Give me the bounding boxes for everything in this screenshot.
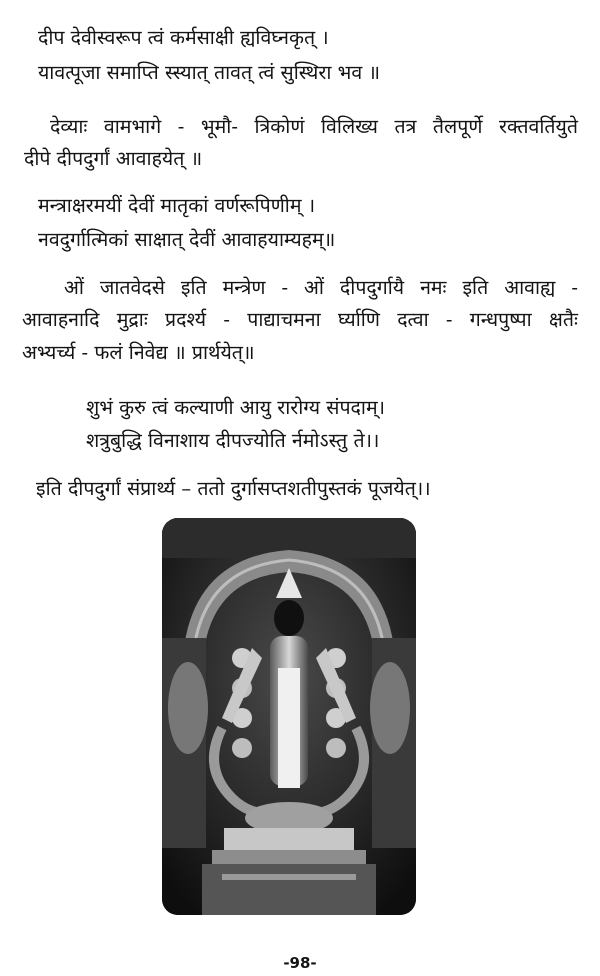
word: आवाह्य bbox=[504, 276, 556, 299]
word: र्घ्याणि bbox=[337, 308, 380, 331]
word: तत्र bbox=[394, 115, 417, 138]
word: तैलपूर्णे bbox=[432, 115, 483, 138]
verse-1-line-1: दीप देवीस्वरूप त्वं कर्मसाक्षी ह्यविघ्नकृत् । bbox=[38, 26, 329, 49]
word: प्रदर्श्य bbox=[165, 308, 207, 331]
word: वामभागे bbox=[103, 115, 162, 138]
closing-line: इति दीपदुर्गां संप्रार्थ्य – ततो दुर्गासप्तशतीपुस्तकं पूजयेत्।। bbox=[36, 477, 431, 500]
verse-3-line-2: शत्रुबुद्धि विनाशाय दीपज्योति र्नमोऽस्तु ते।। bbox=[86, 429, 380, 452]
paragraph-1-line-1 bbox=[50, 114, 578, 140]
word: इति bbox=[462, 276, 489, 299]
word: त्रिकोणं bbox=[254, 115, 305, 138]
page-number: -98- bbox=[283, 954, 317, 972]
paragraph-2-line-1 bbox=[64, 275, 578, 301]
word: - bbox=[177, 115, 185, 138]
word: - bbox=[445, 308, 453, 331]
verse-2-line-2: नवदुर्गात्मिकां साक्षात् देवीं आवाहयाम्यहम्॥ bbox=[38, 228, 336, 251]
paragraph-2-line-2 bbox=[22, 307, 578, 333]
word: इति bbox=[180, 276, 207, 299]
word: देव्याः bbox=[50, 115, 88, 138]
word: विलिख्य bbox=[321, 115, 378, 138]
goddess-temple-photo bbox=[162, 518, 416, 915]
verse-2-line-1: मन्त्राक्षरमयीं देवीं मातृकां वर्णरूपिणीम् । bbox=[38, 194, 316, 217]
paragraph-1-line-2: दीपे दीपदुर्गां आवाहयेत् ॥ bbox=[24, 147, 203, 170]
verse-3-line-1: शुभं कुरु त्वं कल्याणी आयु रारोग्य संपदाम्। bbox=[86, 396, 385, 419]
word: आवाहनादि bbox=[22, 308, 100, 331]
word: मुद्राः bbox=[116, 308, 148, 331]
word: नमः bbox=[420, 276, 447, 299]
word: भूमौ- bbox=[200, 115, 238, 138]
word: - bbox=[223, 308, 230, 331]
word: क्षतैः bbox=[548, 308, 578, 331]
word: रक्तवर्तियुते bbox=[498, 115, 578, 138]
word: - bbox=[281, 276, 289, 299]
word: पाद्याचमना bbox=[247, 308, 321, 331]
word: गन्धपुष्पा bbox=[469, 308, 532, 331]
word: - bbox=[571, 276, 578, 299]
word: जातवेदसे bbox=[99, 276, 165, 299]
verse-1-line-2: यावत्पूजा समाप्ति स्स्यात् तावत् त्वं सुस्थिरा भव ॥ bbox=[38, 61, 381, 84]
word: दत्वा bbox=[397, 308, 429, 331]
word: ओं bbox=[304, 276, 324, 299]
word: दीपदुर्गायै bbox=[339, 276, 405, 299]
word: ओं bbox=[64, 276, 84, 299]
paragraph-2-line-3: अभ्यर्च्य - फलं निवेद्य ॥ प्रार्थयेत्॥ bbox=[22, 341, 255, 364]
word: मन्त्रेण bbox=[222, 276, 266, 299]
